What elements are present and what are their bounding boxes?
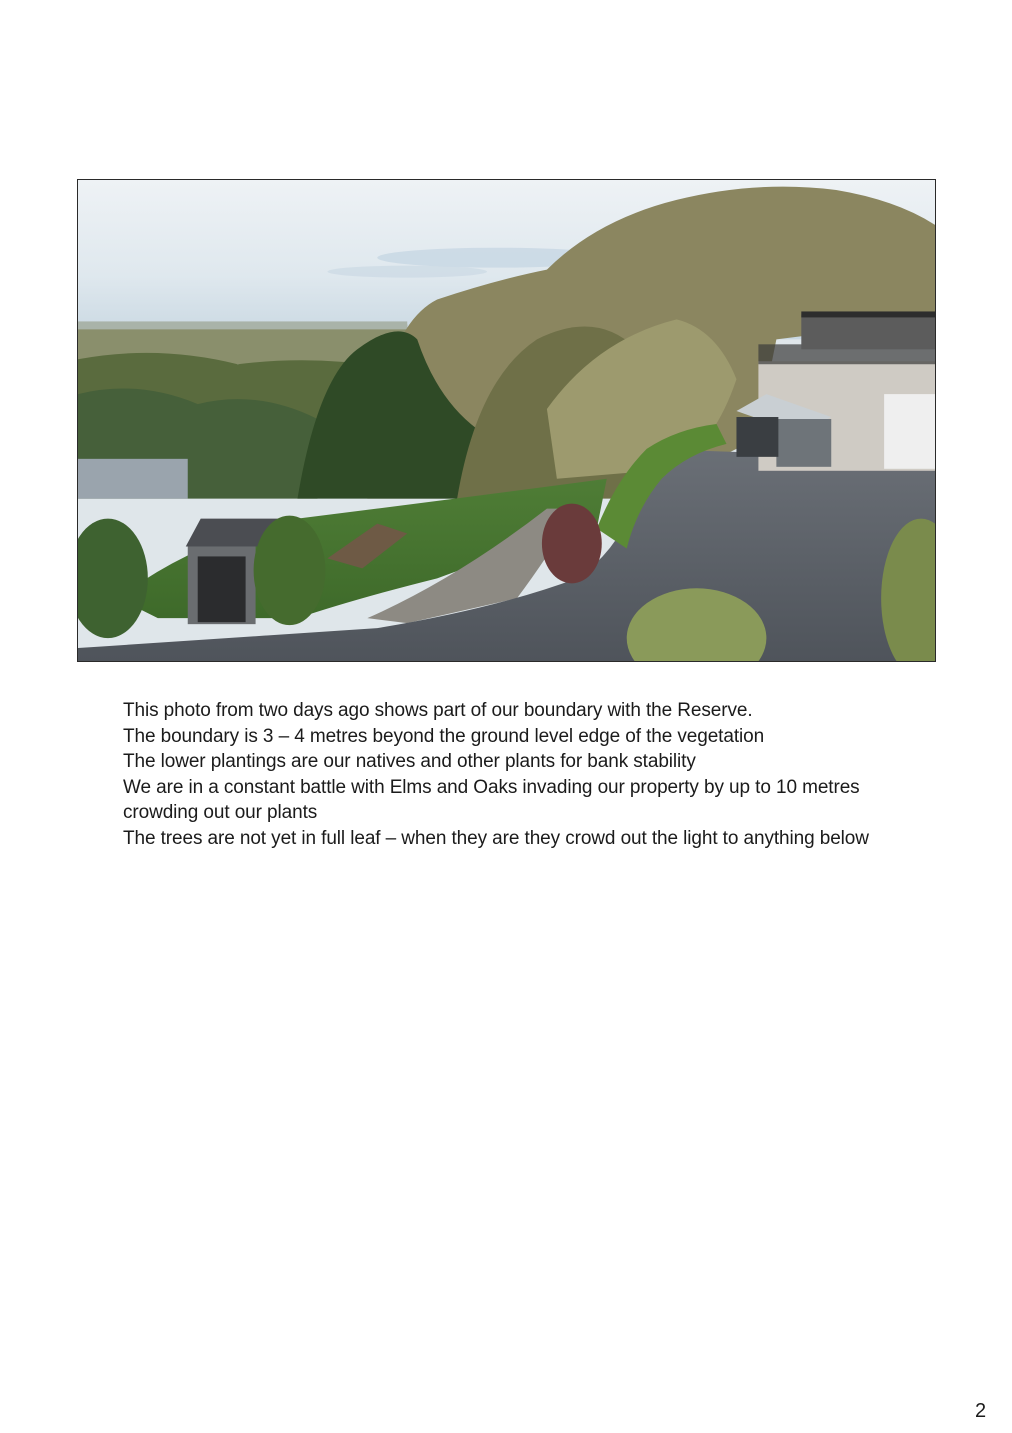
- house-upper: [801, 314, 935, 349]
- garage-door: [884, 394, 935, 469]
- caption-line: The boundary is 3 – 4 metres beyond the ground level edge of the vegetation: [123, 725, 765, 747]
- caption-line: This photo from two days ago shows part of our boundary with the Reserve.: [123, 700, 753, 721]
- photo-caption: [123, 698, 903, 851]
- cloud: [327, 266, 487, 278]
- boundary-photo-illustration: [78, 180, 935, 661]
- shed-door: [198, 556, 246, 622]
- page-number: 2: [975, 1400, 987, 1422]
- caption-line: We are in a constant battle with Elms and Oaks invading our property by up to 10 metres crowding out our plants: [123, 776, 860, 823]
- shrub-left: [78, 519, 148, 639]
- shrub-red: [542, 504, 602, 584]
- boundary-photo: [77, 179, 936, 662]
- greenhouse-body: [776, 419, 831, 467]
- greenhouse-side: [736, 417, 778, 457]
- neighbour-roof: [78, 459, 188, 499]
- caption-line: The lower plantings are our natives and other plants for bank stability: [123, 751, 696, 772]
- house-roof: [801, 311, 935, 317]
- distant-town-haze: [78, 321, 407, 329]
- shrub: [254, 516, 326, 626]
- caption-line: The trees are not yet in full leaf – when they are they crowd out the light to anything below: [123, 827, 869, 849]
